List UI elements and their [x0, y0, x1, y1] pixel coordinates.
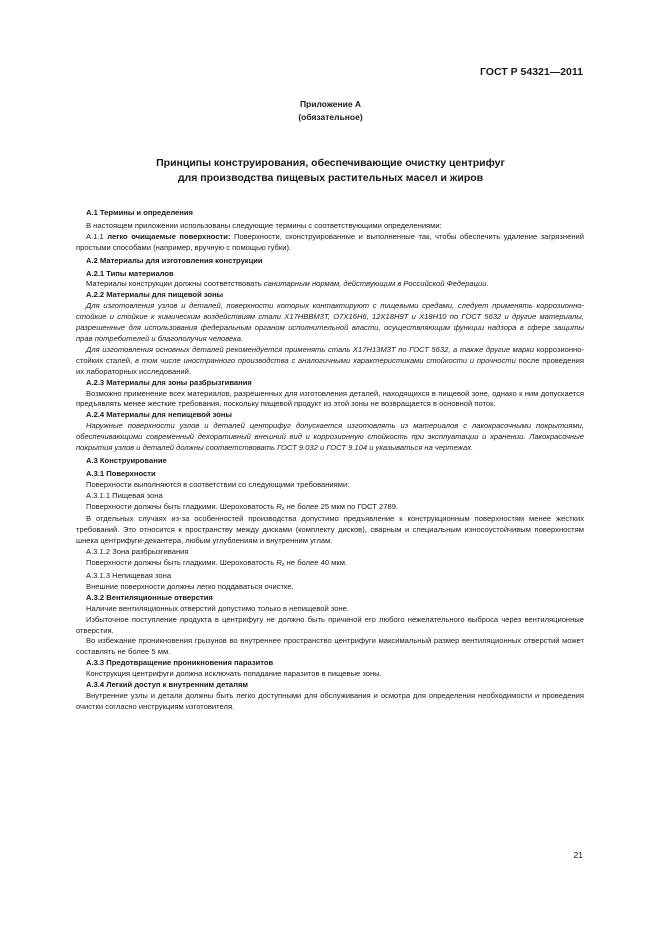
roughness-subscript: z: [281, 505, 285, 512]
clause-a21-heading: А.2.1 Типы материалов: [86, 268, 174, 278]
annex-title-line-2: для производства пищевых растительных масел и жиров: [177, 172, 484, 184]
subclause-a311-label: А.3.1.1 Пищевая зона: [86, 490, 163, 500]
paragraph: Избыточное поступление продукта в центрифугу не должно быть причиной его любого нежелательного выброса через вентиляционные отверстия.: [76, 614, 584, 635]
paragraph: Поверхности выполняются в соответствии со следующими требованиями:: [86, 479, 350, 489]
annex-title: [0, 156, 661, 186]
clause-a33-heading: А.3.3 Предотвращение проникновения паразитов: [86, 658, 274, 668]
paragraph: В отдельных случаях из-за особенностей производства допустимо предъявление к конструкционным поверхностям менее жестких требований. Это относится к пространству между дисками (комплекту дисков), сварным и специальным износоустойчивым поверхностям шнека центрифуги-декантера, любым углублениям и внутренним углам.: [76, 514, 584, 546]
text: Поверхности должны быть гладкими. Шероховатость: [86, 558, 277, 568]
paragraph: Для изготовления узлов и деталей, поверхности которых контактируют с пищевыми средами, следует применять коррозионно-стойкие и стойкие к химическим воздействиям стали Х17НВВМ3Т, О7Х16Н6, 12Х18Н9Т и Х18Н10 по ГОСТ 5632 и другие материалы, разрешенные для использования федеральным органом исполнительной власти, осуществляющим функции надзора в сфере защиты прав потребителей и благополучия человека.: [76, 301, 584, 343]
section-a2-heading: А.2 Материалы для изготовления конструкции: [86, 255, 263, 265]
paragraph: Конструкция центрифуги должна исключать попадание паразитов в пищевые зоны.: [86, 669, 382, 679]
subclause-a312-label: А.3.1.2 Зона разбрызгивания: [86, 547, 189, 557]
term-definition: [76, 232, 584, 254]
clause-a31-heading: А.3.1 Поверхности: [86, 468, 156, 478]
paragraph: Наружные поверхности узлов и деталей центрифуг допускается изготовлять из материалов с лакокрасочными покрытиями, обеспечивающими современный декоративный внешний вид и коррозионную стойкость при эксплуатации и хранении. Лакокрасочные покрытия узлов и деталей должны соответствовать ГОСТ 9.032 и ГОСТ 9.104 и указываться на чертежах.: [76, 421, 584, 453]
roughness-symbol: R: [276, 558, 282, 568]
clause-a34-heading: А.3.4 Легкий доступ к внутренним деталям: [86, 680, 249, 690]
clause-number: А.1.1: [86, 231, 108, 241]
subclause-a313-label: А.3.1.3 Непищевая зона: [86, 571, 172, 580]
paragraph: Внутренние узлы и детали должны быть легко доступными для обслуживания и осмотра для определения необходимости и проведения очистки согласно инструкциям изготовителя.: [76, 690, 584, 711]
text-italic: санитарным нормам, действующим в Российской Федерации.: [263, 279, 489, 289]
paragraph: Во избежание проникновения грызунов во внутреннее пространство центрифуги максимальный размер вентиляционных отверстий может составлять не более 5 мм.: [76, 636, 584, 657]
text: не более 40 мкм.: [284, 558, 348, 568]
text: Поверхности должны быть гладкими. Шероховатость: [86, 501, 277, 511]
annex-status: (обязательное): [298, 112, 363, 122]
clause-a32-heading: А.3.2 Вентиляционные отверстия: [86, 592, 213, 602]
text: не более 25 мкм по ГОСТ 2789.: [284, 501, 399, 511]
clause-a24-heading: А.2.4 Материалы для непищевой зоны: [86, 410, 232, 420]
roughness-subscript: z: [281, 562, 285, 569]
text: коррозионно-стойких сталей,: [76, 344, 584, 365]
paragraph: Наличие вентиляционных отверстий допустимо только в непищевой зоне.: [86, 603, 349, 613]
paragraph: [76, 345, 584, 378]
text-italic: в том числе иностранного производства с аналогичными характеристиками стойкости и прочности: [135, 355, 516, 365]
term: легко очищаемые поверхности:: [107, 231, 231, 241]
section-a1-heading: А.1 Термины и определения: [86, 208, 193, 217]
paragraph: Возможно применение всех материалов, разрешенных для изготовления деталей, находящихся в пищевой зоне, однако к ним допускается предъявлять менее жесткие требования, поскольку пищевой продукт из этой зоны не возвращается в основной поток.: [76, 388, 584, 409]
paragraph: Внешние поверхности должны легко поддаваться очистке.: [86, 581, 294, 591]
annex-body: [76, 206, 584, 713]
annex-label: Приложение А: [299, 99, 362, 109]
annex-title-line-1: Принципы конструирования, обеспечивающие очистку центрифуг: [156, 157, 505, 169]
paragraph: [76, 279, 584, 290]
annex-heading: [0, 98, 661, 124]
paragraph: [76, 558, 584, 571]
paragraph: [76, 221, 584, 232]
paragraph: [76, 502, 584, 515]
text: Материалы конструкции должны соответствовать: [86, 279, 264, 289]
clause-a23-heading: А.2.3 Материалы для зоны разбрызгивания: [86, 377, 252, 387]
text: после проведения их лабораторных исследований.: [76, 355, 584, 376]
text-italic: Для изготовления основных деталей рекомендуется применять сталь Х17Н13М3Т по ГОСТ 5632, а также другие марки: [86, 344, 535, 354]
text: В настоящем приложении использованы следующие термины с соответствующими определениями:: [86, 220, 442, 230]
definition: Поверхности, сконструированные и выполненные так, чтобы обеспечить удаление загрязнений простыми способами (например, вручную с помощью губки).: [76, 231, 584, 252]
section-a3-heading: А.3 Конструирование: [86, 455, 167, 465]
document-number: ГОСТ Р 54321—2011: [479, 66, 583, 78]
roughness-symbol: R: [276, 501, 282, 511]
clause-a22-heading: А.2.2 Материалы для пищевой зоны: [86, 290, 224, 300]
page-number: 21: [573, 850, 583, 860]
